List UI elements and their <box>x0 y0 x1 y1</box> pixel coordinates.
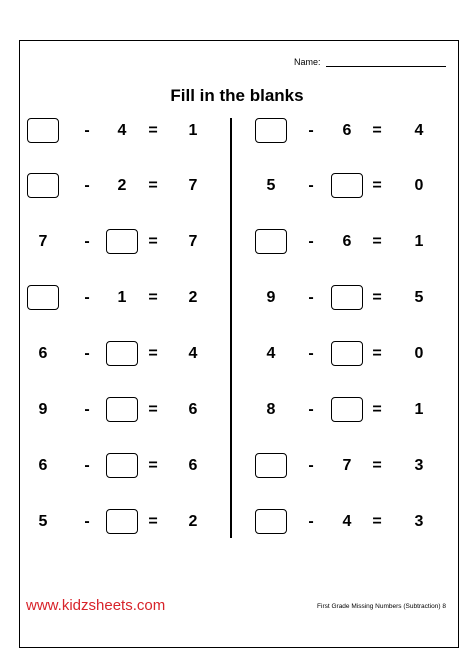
subtrahend: 1 <box>117 289 127 306</box>
problem-row <box>253 453 453 479</box>
difference: 7 <box>188 233 198 250</box>
problem-row <box>253 229 453 255</box>
difference: 5 <box>414 289 424 306</box>
equals-sign: = <box>148 233 158 250</box>
minus-sign: - <box>308 233 314 250</box>
equals-sign: = <box>148 345 158 362</box>
minuend: 6 <box>38 345 48 362</box>
answer-box[interactable] <box>255 118 287 143</box>
answer-box[interactable] <box>331 285 363 310</box>
minus-sign: - <box>308 457 314 474</box>
minus-sign: - <box>84 122 90 139</box>
equals-sign: = <box>148 122 158 139</box>
difference: 3 <box>414 457 424 474</box>
difference: 6 <box>188 401 198 418</box>
difference: 1 <box>188 122 198 139</box>
page-title: Fill in the blanks <box>170 86 304 105</box>
equals-sign: = <box>148 401 158 418</box>
difference: 7 <box>188 177 198 194</box>
difference: 2 <box>188 513 198 530</box>
problem-row <box>25 397 225 423</box>
answer-box[interactable] <box>27 173 59 198</box>
equals-sign: = <box>148 457 158 474</box>
answer-box[interactable] <box>106 397 138 422</box>
column-divider <box>230 118 232 538</box>
difference: 3 <box>414 513 424 530</box>
problem-row <box>25 509 225 535</box>
problem-row <box>25 341 225 367</box>
equals-sign: = <box>372 289 382 306</box>
minuend: 9 <box>266 289 276 306</box>
answer-box[interactable] <box>255 509 287 534</box>
equals-sign: = <box>372 457 382 474</box>
equals-sign: = <box>372 345 382 362</box>
answer-box[interactable] <box>331 173 363 198</box>
minuend: 4 <box>266 345 276 362</box>
subtrahend: 7 <box>342 457 352 474</box>
answer-box[interactable] <box>27 285 59 310</box>
answer-box[interactable] <box>106 453 138 478</box>
subtrahend: 6 <box>342 233 352 250</box>
answer-box[interactable] <box>106 229 138 254</box>
minus-sign: - <box>84 345 90 362</box>
subtrahend: 2 <box>117 177 127 194</box>
difference: 4 <box>188 345 198 362</box>
equals-sign: = <box>148 289 158 306</box>
subtrahend: 4 <box>117 122 127 139</box>
minus-sign: - <box>84 457 90 474</box>
problem-row <box>253 397 453 423</box>
problem-row <box>253 509 453 535</box>
problem-row <box>25 173 225 199</box>
answer-box[interactable] <box>27 118 59 143</box>
minus-sign: - <box>308 289 314 306</box>
equals-sign: = <box>372 233 382 250</box>
equals-sign: = <box>372 177 382 194</box>
problem-row <box>253 118 453 144</box>
minus-sign: - <box>84 513 90 530</box>
equals-sign: = <box>148 177 158 194</box>
difference: 4 <box>414 122 424 139</box>
minuend: 5 <box>38 513 48 530</box>
subtrahend: 4 <box>342 513 352 530</box>
difference: 6 <box>188 457 198 474</box>
equals-sign: = <box>372 513 382 530</box>
minus-sign: - <box>308 345 314 362</box>
answer-box[interactable] <box>106 341 138 366</box>
difference: 1 <box>414 401 424 418</box>
minuend: 8 <box>266 401 276 418</box>
name-field[interactable] <box>326 66 446 67</box>
problem-row <box>25 453 225 479</box>
minus-sign: - <box>84 401 90 418</box>
difference: 0 <box>414 177 424 194</box>
answer-box[interactable] <box>255 453 287 478</box>
subtrahend: 6 <box>342 122 352 139</box>
minuend: 7 <box>38 233 48 250</box>
equals-sign: = <box>148 513 158 530</box>
equals-sign: = <box>372 401 382 418</box>
minus-sign: - <box>308 177 314 194</box>
answer-box[interactable] <box>255 229 287 254</box>
name-label: Name: <box>294 57 321 67</box>
problem-row <box>25 229 225 255</box>
minus-sign: - <box>84 289 90 306</box>
minus-sign: - <box>308 401 314 418</box>
problem-row <box>253 341 453 367</box>
minus-sign: - <box>308 122 314 139</box>
equals-sign: = <box>372 122 382 139</box>
minuend: 5 <box>266 177 276 194</box>
difference: 2 <box>188 289 198 306</box>
minuend: 9 <box>38 401 48 418</box>
minus-sign: - <box>84 233 90 250</box>
minus-sign: - <box>84 177 90 194</box>
difference: 1 <box>414 233 424 250</box>
minus-sign: - <box>308 513 314 530</box>
problem-row <box>25 285 225 311</box>
problem-row <box>253 173 453 199</box>
website-link[interactable]: www.kidzsheets.com <box>26 597 166 614</box>
answer-box[interactable] <box>106 509 138 534</box>
minuend: 6 <box>38 457 48 474</box>
problem-row <box>25 118 225 144</box>
difference: 0 <box>414 345 424 362</box>
answer-box[interactable] <box>331 341 363 366</box>
problem-row <box>253 285 453 311</box>
worksheet-caption: First Grade Missing Numbers (Subtraction) 8 <box>317 603 446 610</box>
answer-box[interactable] <box>331 397 363 422</box>
